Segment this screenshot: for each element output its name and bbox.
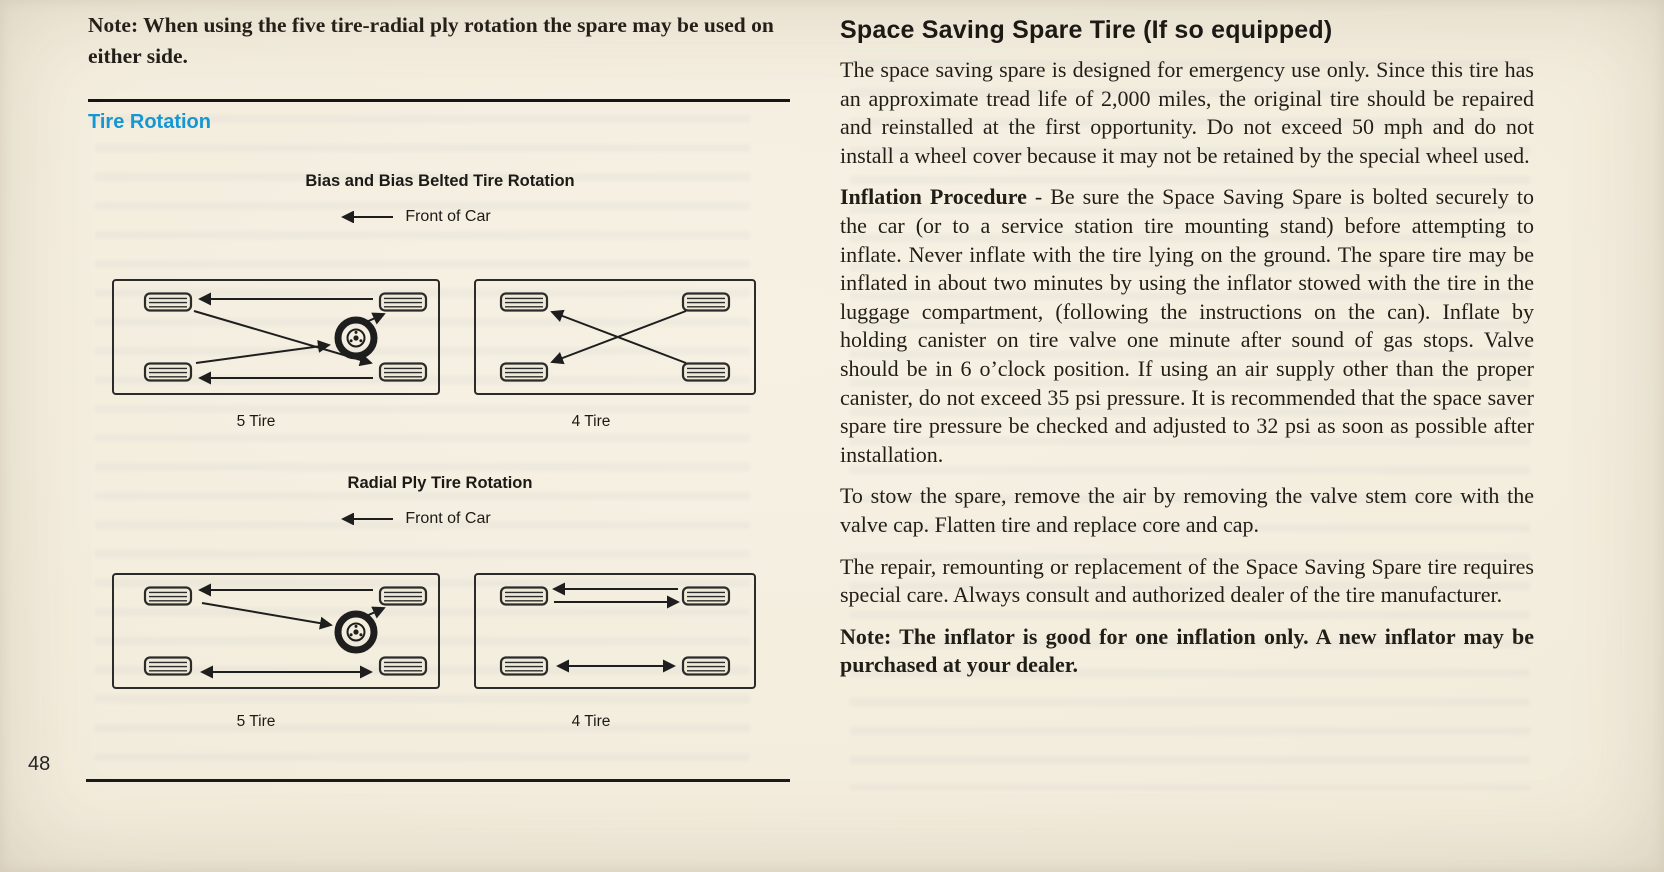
tire-icon — [380, 294, 426, 311]
caption-5-tire: 5 Tire — [236, 413, 276, 430]
caption-4-tire: 4 Tire — [571, 413, 611, 430]
diagram-radial-4-tire — [472, 568, 758, 694]
top-divider-rule — [88, 99, 790, 102]
rotation-arrow — [202, 603, 331, 625]
rotation-arrow — [194, 311, 371, 363]
tire-icon — [145, 658, 191, 675]
tire-icon — [683, 364, 729, 381]
spare-tire-icon — [338, 320, 374, 356]
bottom-rule — [86, 779, 790, 782]
tire-icon — [501, 364, 547, 381]
tire-icon — [145, 364, 191, 381]
stow-spare-paragraph: To stow the spare, remove the air by removing the valve stem core with the valve cap. Flatten tire and replace core and cap. — [840, 483, 1534, 537]
front-of-car-text: Front of Car — [405, 208, 491, 225]
inflator-note: Note: The inflator is good for one inflation only. A new inflator may be purchased at your dealer. — [840, 623, 1534, 678]
spare-intro-paragraph: The space saving spare is designed for emergency use only. Since this tire has an approximate tread life of 2,000 miles, the original tire should be repaired and reinstalled at the first opportunity. Do not exceed 50 mph and do not install a wheel cover because it may not be retained by the special wheel used. — [840, 57, 1534, 168]
front-of-car-label — [60, 208, 764, 226]
radial-diagram-row — [110, 568, 758, 694]
tire-icon — [380, 658, 426, 675]
right-column — [840, 16, 1534, 693]
diagram-radial-5-tire — [110, 568, 442, 694]
page-title: Space Saving Spare Tire (If so equipped) — [840, 16, 1333, 44]
spare-tire-icon — [338, 614, 374, 650]
inflation-procedure-lead: Inflation Procedure — [840, 184, 1027, 210]
tire-icon — [501, 588, 547, 605]
front-of-car-text: Front of Car — [405, 510, 491, 527]
inflation-procedure-text: - Be sure the Space Saving Spare is bolted securely to the car (or to a service station tire mounting stand) before attempting to inflate. Never inflate with the tire lying on the ground. The spare tire may be inflated in about two minutes by using the inflator stowed with the tire in the luggage compartment, (following the instructions on the can). Inflate by holding canister on tire valve one minute after sound of gas stops. Valve should be in 6 o’clock position. If using an air supply other than the proper canister, do not exceed 35 psi pressure. It is recommended that the space saver spare tire pressure be checked and adjusted to 32 psi as soon as possible after installation. — [840, 184, 1534, 467]
bias-diagram-row — [110, 274, 758, 400]
left-arrow-icon — [333, 513, 397, 525]
repair-paragraph: The repair, remounting or replacement of the Space Saving Spare tire requires special care. Always consult and authorized dealer of the tire manufacturer. — [840, 553, 1534, 608]
tire-icon — [683, 658, 729, 675]
left-arrow-icon — [333, 211, 397, 223]
tire-icon — [380, 364, 426, 381]
diagram-bias-4-tire — [472, 274, 758, 400]
tire-icon — [683, 294, 729, 311]
rotation-arrow — [196, 345, 329, 363]
left-column — [88, 0, 792, 872]
tire-icon — [501, 294, 547, 311]
caption-5-tire: 5 Tire — [236, 713, 276, 730]
page-number: 48 — [28, 753, 51, 775]
tire-icon — [380, 588, 426, 605]
front-of-car-label — [60, 510, 764, 528]
tire-icon — [683, 588, 729, 605]
inflation-procedure-paragraph — [840, 183, 1534, 469]
bias-rotation-title: Bias and Bias Belted Tire Rotation — [305, 172, 575, 190]
tire-rotation-heading: Tire Rotation — [88, 111, 211, 133]
diagram-bias-5-tire — [110, 274, 442, 400]
radial-rotation-title: Radial Ply Tire Rotation — [347, 474, 533, 492]
left-note: Note: When using the five tire-radial ply rotation the spare may be used on either side. — [88, 13, 774, 68]
caption-4-tire: 4 Tire — [571, 713, 611, 730]
tire-icon — [145, 294, 191, 311]
tire-icon — [145, 588, 191, 605]
tire-icon — [501, 658, 547, 675]
